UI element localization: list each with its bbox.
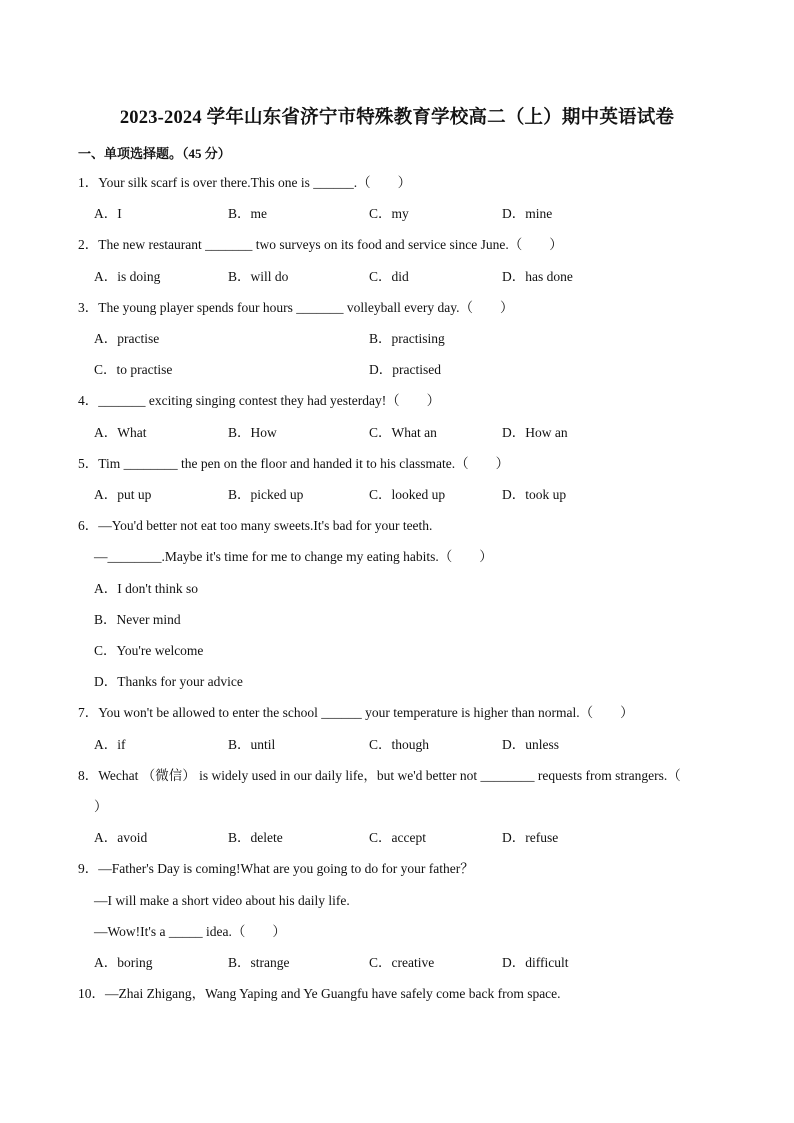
q6-option-d[interactable]: D．Thanks for your advice [94,674,243,689]
question-6-line-2: —________.Maybe it's time for me to change my eating habits.（ ） [94,549,493,564]
question-10: 10．—Zhai Zhigang，Wang Yaping and Ye Guangfu have safely come back from space. [78,986,561,1001]
q6-option-a[interactable]: A．I don't think so [94,581,199,596]
q9-option-b[interactable]: B．strange [228,955,290,970]
q7-option-c[interactable]: C．though [369,737,430,752]
question-6: 6．—You'd better not eat too many sweets.It's bad for your teeth. [78,518,433,533]
q6-option-b[interactable]: B．Never mind [94,612,181,627]
q9-option-a[interactable]: A．boring [94,955,153,970]
question-9: 9．—Father's Day is coming!What are you going to do for your father？ [78,861,474,876]
page-title: 2023-2024 学年山东省济宁市特殊教育学校高二（上）期中英语试卷 [119,108,675,128]
q1-option-a[interactable]: A．I [94,206,122,221]
q9-option-d[interactable]: D．difficult [502,955,569,970]
q2-option-a[interactable]: A．is doing [94,269,161,284]
q4-option-a[interactable]: A．What [94,425,147,440]
question-7: 7．You won't be allowed to enter the school ______ your temperature is higher than normal.（ ） [78,705,634,720]
q1-option-c[interactable]: C．my [369,206,409,221]
q4-option-b[interactable]: B．How [228,425,277,440]
q5-option-a[interactable]: A．put up [94,487,152,502]
question-3: 3．The young player spends four hours _______ volleyball every day.（ ） [78,300,514,315]
q2-option-c[interactable]: C．did [369,269,409,284]
q1-option-b[interactable]: B．me [228,206,267,221]
q8-option-a[interactable]: A．avoid [94,830,148,845]
question-9-line-3: —Wow!It's a _____ idea.（ ） [94,924,286,939]
q7-option-b[interactable]: B．until [228,737,276,752]
q1-option-d[interactable]: D．mine [502,206,553,221]
question-2: 2．The new restaurant _______ two surveys on its food and service since June.（ ） [78,237,563,252]
q6-option-c[interactable]: C．You're welcome [94,643,204,658]
q5-option-d[interactable]: D．took up [502,487,567,502]
q5-option-c[interactable]: C．looked up [369,487,446,502]
q3-option-c[interactable]: C．to practise [94,362,173,377]
question-1: 1．Your silk scarf is over there.This one is ______.（ ） [78,175,412,190]
section-heading: 一、单项选择题。（45 分） [78,146,231,161]
question-9-line-2: —I will make a short video about his daily life. [94,893,350,908]
q2-option-d[interactable]: D．has done [502,269,573,284]
q3-option-b[interactable]: B．practising [369,331,445,346]
q2-option-b[interactable]: B．will do [228,269,289,284]
q3-option-a[interactable]: A．practise [94,331,160,346]
q8-option-d[interactable]: D．refuse [502,830,559,845]
q4-option-c[interactable]: C．What an [369,425,437,440]
q8-option-b[interactable]: B．delete [228,830,283,845]
q3-option-d[interactable]: D．practised [369,362,441,377]
question-4: 4．_______ exciting singing contest they had yesterday!（ ） [78,393,441,408]
q4-option-d[interactable]: D．How an [502,425,568,440]
q7-option-a[interactable]: A．if [94,737,126,752]
q5-option-b[interactable]: B．picked up [228,487,304,502]
q8-option-c[interactable]: C．accept [369,830,426,845]
q9-option-c[interactable]: C．creative [369,955,435,970]
question-8: 8．Wechat （微信） is widely used in our daily life，but we'd better not ________ requests from strangers.（ [78,768,681,783]
q7-option-d[interactable]: D．unless [502,737,559,752]
question-8-line-2: ） [94,799,108,814]
question-5: 5．Tim ________ the pen on the floor and handed it to his classmate.（ ） [78,456,510,471]
